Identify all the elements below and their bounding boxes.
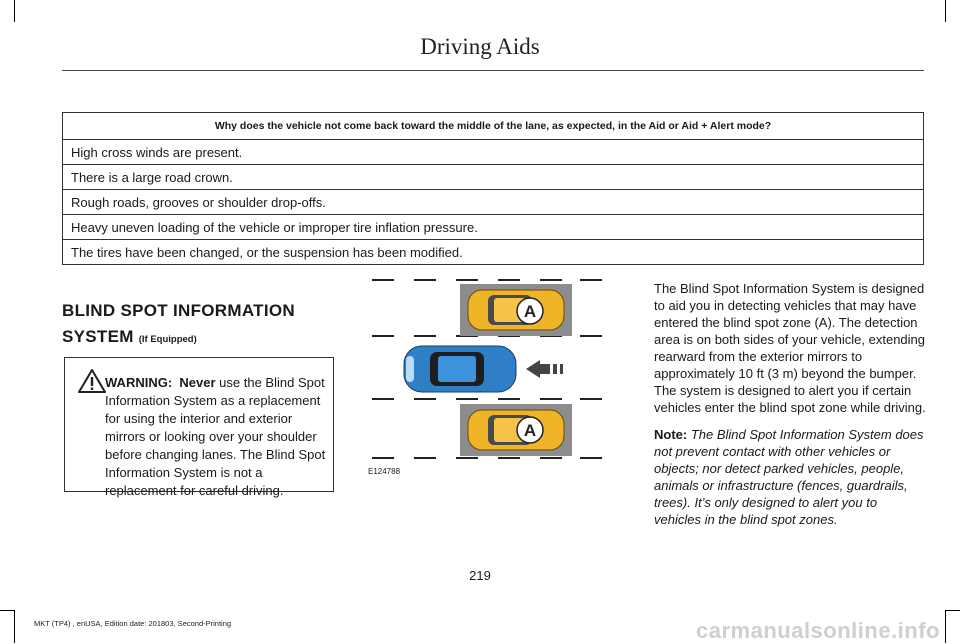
page-number: 219 <box>469 568 491 583</box>
crop-mark <box>945 0 946 22</box>
warning-text: use the Blind Spot Information System as a replacement for using the interior and exterior mirrors or looking over your shoulder before changing lanes. The Blind Spot Information System is not a replacement for careful driving. <box>105 375 326 498</box>
warning-box <box>64 357 334 498</box>
blind-spot-zone-top <box>460 284 572 336</box>
rear-approach-arrow <box>526 360 563 378</box>
body-column <box>654 280 926 538</box>
crop-mark <box>0 610 14 611</box>
crop-mark <box>14 0 15 22</box>
watermark: carmanualsonline.info <box>696 618 940 643</box>
section-heading <box>62 298 352 353</box>
note-label: Note: <box>654 427 688 442</box>
table-cell: The tires have been changed, or the suspension has been modified. <box>63 240 924 265</box>
table-row <box>63 240 924 265</box>
blind-spot-zone-bottom <box>460 404 572 456</box>
header-rule <box>62 70 924 71</box>
table-cell: Heavy uneven loading of the vehicle or improper tire inflation pressure. <box>63 215 924 240</box>
figure-id: E124788 <box>368 467 401 476</box>
crop-mark <box>945 610 946 643</box>
page-header-title: Driving Aids <box>420 34 540 59</box>
table-row <box>63 215 924 240</box>
warning-label: WARNING: <box>105 375 173 390</box>
warning-emphasis: Never <box>179 375 216 390</box>
crop-mark <box>946 610 960 611</box>
table-cell: Rough roads, grooves or shoulder drop-offs. <box>63 190 924 215</box>
table-row <box>63 190 924 215</box>
table-cell: High cross winds are present. <box>63 140 924 165</box>
troubleshooting-table <box>62 112 924 265</box>
blind-spot-figure <box>368 276 606 486</box>
body-paragraph: The Blind Spot Information System is designed to aid you in detecting vehicles that may have entered the blind spot zone (A). The detection area is on both sides of your vehicle, extending rearward from the exterior mirrors to approximately 10 ft (3 m) beyond the bumper. The system is designed to alert you if certain vehicles enter the blind spot zone while driving. <box>654 281 926 415</box>
zone-label-bottom: A <box>523 421 537 440</box>
section-heading-line2: SYSTEM <box>62 327 134 346</box>
section-heading-line1: BLIND SPOT INFORMATION <box>62 301 295 320</box>
zone-label-top: A <box>523 302 537 321</box>
table-row <box>63 140 924 165</box>
note-text: The Blind Spot Information System does not prevent contact with other vehicles or objects; nor detect parked vehicles, people, animals or infrastructure (fences, guardrails, trees). It’s only designed to alert you to vehicles in the blind spot zones. <box>654 427 924 527</box>
host-vehicle <box>404 346 516 392</box>
table-cell: There is a large road crown. <box>63 165 924 190</box>
table-row <box>63 165 924 190</box>
crop-mark <box>14 610 15 643</box>
edition-footer: MKT (TP4) , enUSA, Edition date: 201803, Second-Printing <box>34 619 232 628</box>
table-question-header: Why does the vehicle not come back toward the middle of the lane, as expected, in the Aid or Aid + Alert mode? <box>63 113 924 140</box>
equipped-note: (If Equipped) <box>138 334 197 345</box>
note-paragraph <box>654 426 926 528</box>
warning-triangle-icon <box>77 368 107 394</box>
